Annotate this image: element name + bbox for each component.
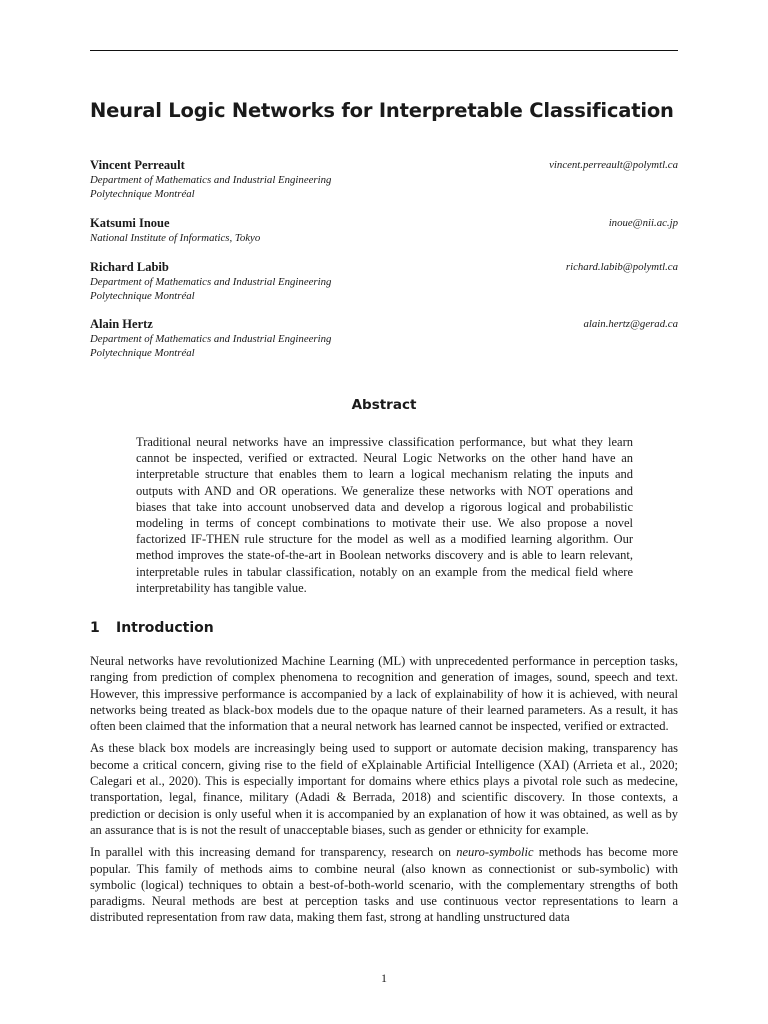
emphasis-text: neuro-symbolic <box>456 845 534 860</box>
section-heading <box>90 620 214 636</box>
author-name: Katsumi Inoue <box>90 216 170 230</box>
author-block <box>90 260 678 304</box>
page-number: 1 <box>381 971 387 985</box>
author-block <box>90 317 678 361</box>
author-name: Vincent Perreault <box>90 158 185 172</box>
author-email[interactable]: inoue@nii.ac.jp <box>608 217 678 229</box>
author-affiliation: Department of Mathematics and Industrial Engineering <box>90 332 332 345</box>
paragraph <box>90 844 678 925</box>
abstract-text: Traditional neural networks have an impressive classification performance, but what they learn cannot be inspected, verified or extracted. Neural Logic Networks on the other hand have an interpretable structure that enables them to learn a logical mechanism relating the inputs and outputs with AND and OR operations. We generalize these networks with NOT operations and biases that take into account unobserved data and develop a rigorous logical and probabilistic modeling in terms of concept combinations to motivate their use. We also propose a novel factorized IF-THEN rule structure for the model as well as a modified learning algorithm. Our method improves the state-of-the-art in Boolean networks discovery and is able to learn relevant, interpretable rules in tabular classification, notably on an example from the medical field where interpretability has tangible value. <box>136 435 633 595</box>
author-block <box>90 158 678 202</box>
author-affiliation: Polytechnique Montréal <box>90 290 195 302</box>
paragraph-text: methods has become more popular. This family of methods aims to combine neural (also known as connectionist or sub-symbolic) with symbolic (logical) techniques to obtain a best-of-both-world scenario, with the complementary strengths of both paradigms. Neural methods are best at perception tasks and use continuous vector representations to learn a distributed representation from raw data, making them fast, strong at handling unstructured data <box>90 845 679 925</box>
author-email[interactable]: richard.labib@polymtl.ca <box>565 261 678 273</box>
author-email[interactable]: vincent.perreault@polymtl.ca <box>549 159 678 171</box>
author-name: Richard Labib <box>90 260 169 274</box>
author-affiliation: National Institute of Informatics, Tokyo <box>90 231 261 244</box>
author-affiliation: Department of Mathematics and Industrial Engineering <box>90 275 332 288</box>
author-name: Alain Hertz <box>90 317 153 331</box>
section-body <box>90 653 678 932</box>
author-block <box>90 216 678 245</box>
author-affiliation: Department of Mathematics and Industrial Engineering <box>90 173 332 186</box>
paragraph: As these black box models are increasingly being used to support or automate decision making, transparency has become a critical concern, giving rise to the field of eXplainable Artificial Intelligence (XAI) (Arrieta et al., 2020; Calegari et al., 2020). This is especially important for domains where ethics plays a pivotal role such as medecine, transportation, legal, finance, military (Adadi & Berrada, 2018) and scientific discovery. In those contexts, a prediction or decision is only useful when it is accompanied by an explanation of how it was obtained, as well as by an assurance that is is not the result of unacceptable biases, such as gender or ethnicity for example. <box>90 741 678 837</box>
top-rule <box>90 50 678 51</box>
abstract-heading: Abstract <box>351 397 417 413</box>
author-email[interactable]: alain.hertz@gerad.ca <box>583 318 678 330</box>
paper-title: Neural Logic Networks for Interpretable Classification <box>90 99 674 122</box>
paragraph-text: In parallel with this increasing demand for transparency, research on <box>90 845 457 860</box>
section-title: Introduction <box>116 620 214 636</box>
author-affiliation: Polytechnique Montréal <box>90 188 195 200</box>
author-affiliation: Polytechnique Montréal <box>90 347 195 359</box>
paragraph: Neural networks have revolutionized Machine Learning (ML) with unprecedented performance in perception tasks, ranging from prediction of complex phenomena to recognition and generation of images, sound, speech and text. However, this impressive performance is accompanied by a lack of explainability of how it is achieved, with neural networks being treated as black-box models due to the opaque nature of their learned parameters. As a result, it has often been claimed that the information that a neural network has learned cannot be inspected, verified or extracted. <box>90 654 678 734</box>
section-number: 1 <box>90 620 100 636</box>
